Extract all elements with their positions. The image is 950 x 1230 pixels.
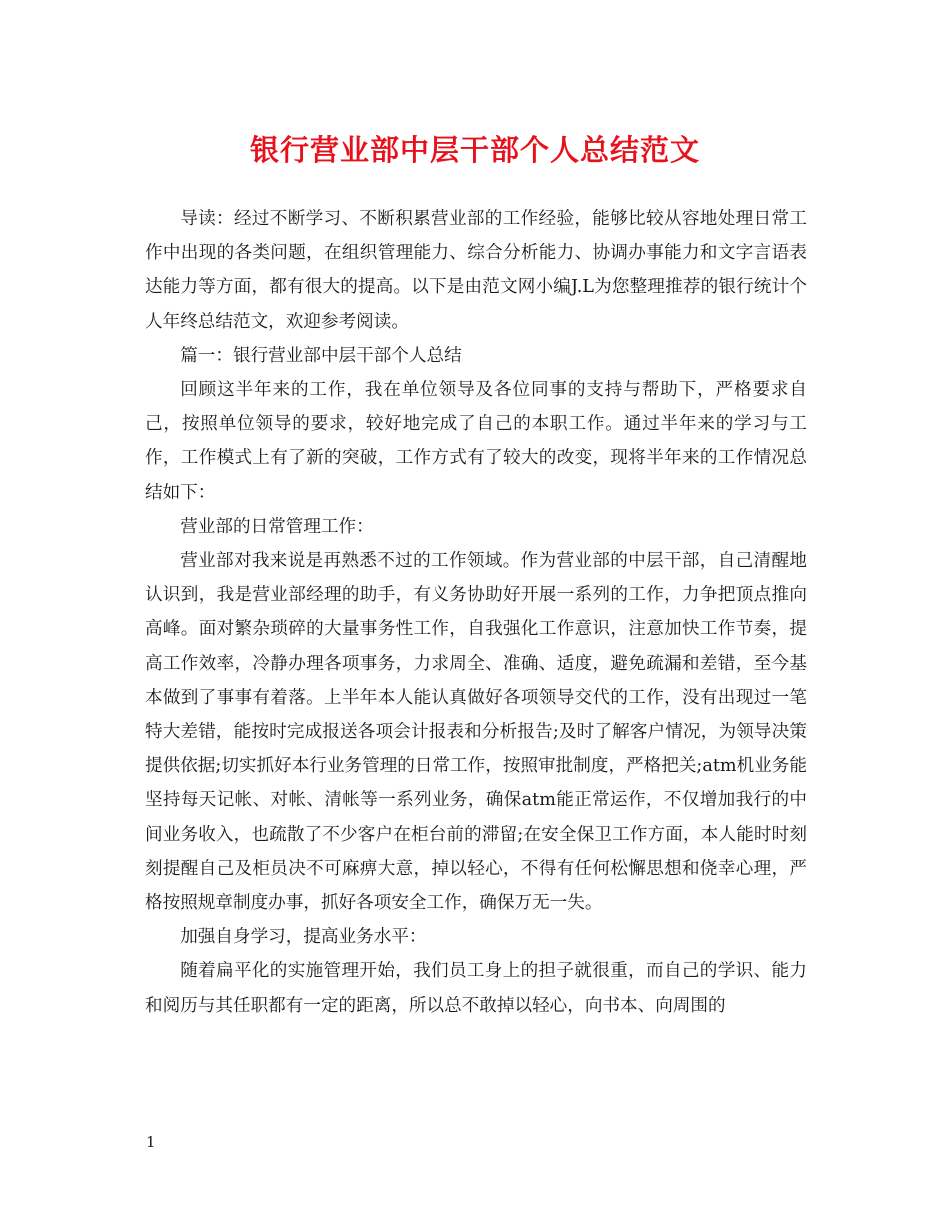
subsection-heading: 加强自身学习，提高业务水平： xyxy=(180,927,427,948)
body-paragraph: 回顾这半年来的工作，我在单位领导及各位同事的支持与帮助下，严格要求自己，按照单位领导的要求，较好地完成了自己的本职工作。通过半年来的学习与工作，工作模式上有了新的突破，工作方式有了较大的改变，现将半年来的工作情况总结如下： xyxy=(145,380,807,503)
intro-paragraph: 导读：经过不断学习、不断积累营业部的工作经验，能够比较从容地处理日常工作中出现的各类问题，在组织管理能力、综合分析能力、协调办事能力和文字言语表达能力等方面，都有很大的提高。以下是由范文网小编J.L为您整理推荐的银行统计个人年终总结范文，欢迎参考阅读。 xyxy=(145,209,807,332)
section-heading: 篇一：银行营业部中层干部个人总结 xyxy=(180,345,462,366)
page-number: 1 xyxy=(146,1133,156,1151)
body-paragraph: 随着扁平化的实施管理开始，我们员工身上的担子就很重，而自己的学识、能力和阅历与其任职都有一定的距离，所以总不敢掉以轻心，向书本、向周围的 xyxy=(145,961,807,1016)
subsection-heading: 营业部的日常管理工作： xyxy=(180,516,374,537)
document-body xyxy=(145,202,807,1023)
body-paragraph: 营业部对我来说是再熟悉不过的工作领域。作为营业部的中层干部，自己清醒地认识到，我是营业部经理的助手，有义务协助好开展一系列的工作，力争把顶点推向高峰。面对繁杂琐碎的大量事务性工作，自我强化工作意识，注意加快工作节奏，提高工作效率，冷静办理各项事务，力求周全、准确、适度，避免疏漏和差错，至今基本做到了事事有着落。上半年本人能认真做好各项领导交代的工作，没有出现过一笔特大差错，能按时完成报送各项会计报表和分析报告;及时了解客户情况，为领导决策提供依据;切实抓好本行业务管理的日常工作，按照审批制度，严格把关;atm机业务能坚持每天记帐、对帐、清帐等一系列业务，确保atm能正常运作，不仅增加我行的中间业务收入，也疏散了不少客户在柜台前的滞留;在安全保卫工作方面，本人能时时刻刻提醒自己及柜员决不可麻痹大意，掉以轻心，不得有任何松懈思想和侥幸心理，严格按照规章制度办事，抓好各项安全工作，确保万无一失。 xyxy=(145,551,807,914)
document-title: 银行营业部中层干部个人总结范文 xyxy=(249,133,700,167)
